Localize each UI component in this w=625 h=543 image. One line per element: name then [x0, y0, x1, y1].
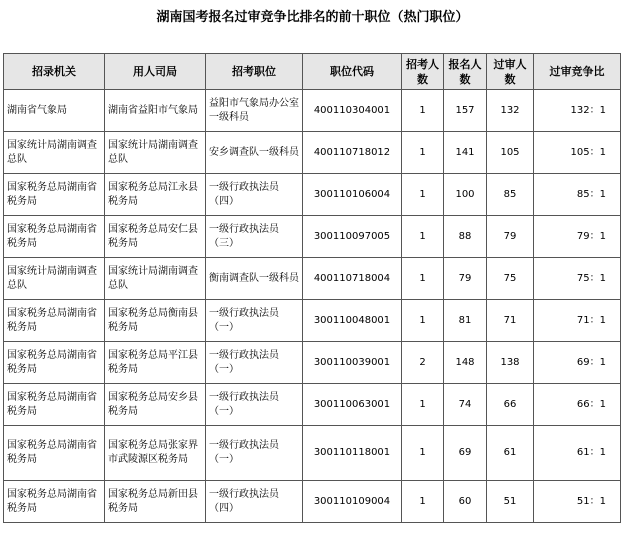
cell-quota: 1 [402, 174, 444, 216]
cell-ratio: 61：1 [534, 426, 621, 481]
cell-ratio: 66：1 [534, 384, 621, 426]
cell-applicants: 157 [444, 90, 487, 132]
cell-code: 300110118001 [303, 426, 402, 481]
cell-quota: 1 [402, 258, 444, 300]
cell-quota: 1 [402, 426, 444, 481]
cell-position: 一级行政执法员（四） [206, 174, 303, 216]
cell-applicants: 74 [444, 384, 487, 426]
header-ratio: 过审竞争比 [534, 54, 621, 90]
cell-applicants: 79 [444, 258, 487, 300]
table-row [4, 174, 621, 216]
page-title: 湖南国考报名过审竞争比排名的前十职位（热门职位） [156, 10, 469, 25]
cell-department: 国家税务总局张家界市武陵源区税务局 [105, 426, 206, 481]
cell-code: 400110718012 [303, 132, 402, 174]
cell-code: 300110106004 [303, 174, 402, 216]
cell-ratio: 51：1 [534, 481, 621, 523]
cell-agency: 国家税务总局湖南省税务局 [4, 342, 105, 384]
cell-position: 衡南调查队一级科员 [206, 258, 303, 300]
cell-agency: 国家税务总局湖南省税务局 [4, 384, 105, 426]
cell-position: 益阳市气象局办公室一级科员 [206, 90, 303, 132]
cell-position: 一级行政执法员（四） [206, 481, 303, 523]
cell-applicants: 81 [444, 300, 487, 342]
cell-applicants: 88 [444, 216, 487, 258]
cell-quota: 1 [402, 90, 444, 132]
cell-approved: 51 [487, 481, 534, 523]
cell-agency: 国家税务总局湖南省税务局 [4, 426, 105, 481]
cell-position: 一级行政执法员（三） [206, 216, 303, 258]
cell-approved: 61 [487, 426, 534, 481]
cell-applicants: 69 [444, 426, 487, 481]
cell-approved: 75 [487, 258, 534, 300]
cell-ratio: 71：1 [534, 300, 621, 342]
cell-code: 300110063001 [303, 384, 402, 426]
table-row [4, 300, 621, 342]
cell-department: 国家税务总局平江县税务局 [105, 342, 206, 384]
header-position: 招考职位 [206, 54, 303, 90]
cell-department: 国家税务总局衡南县税务局 [105, 300, 206, 342]
header-code: 职位代码 [303, 54, 402, 90]
cell-code: 300110097005 [303, 216, 402, 258]
cell-approved: 132 [487, 90, 534, 132]
header-approved: 过审人数 [487, 54, 534, 90]
cell-quota: 1 [402, 216, 444, 258]
cell-approved: 66 [487, 384, 534, 426]
cell-position: 安乡调查队一级科员 [206, 132, 303, 174]
cell-code: 300110048001 [303, 300, 402, 342]
cell-ratio: 79：1 [534, 216, 621, 258]
header-agency: 招录机关 [4, 54, 105, 90]
cell-quota: 1 [402, 300, 444, 342]
cell-applicants: 60 [444, 481, 487, 523]
cell-ratio: 132：1 [534, 90, 621, 132]
table-row [4, 342, 621, 384]
cell-agency: 国家税务总局湖南省税务局 [4, 481, 105, 523]
cell-ratio: 85：1 [534, 174, 621, 216]
cell-department: 国家税务总局新田县税务局 [105, 481, 206, 523]
cell-position: 一级行政执法员（一） [206, 384, 303, 426]
cell-code: 300110039001 [303, 342, 402, 384]
cell-agency: 国家税务总局湖南省税务局 [4, 216, 105, 258]
cell-ratio: 75：1 [534, 258, 621, 300]
header-row [4, 54, 621, 90]
cell-agency: 国家统计局湖南调查总队 [4, 258, 105, 300]
cell-code: 300110109004 [303, 481, 402, 523]
cell-position: 一级行政执法员（一） [206, 342, 303, 384]
header-department: 用人司局 [105, 54, 206, 90]
cell-approved: 79 [487, 216, 534, 258]
header-quota: 招考人数 [402, 54, 444, 90]
cell-agency: 国家统计局湖南调查总队 [4, 132, 105, 174]
cell-quota: 1 [402, 132, 444, 174]
table-row [4, 426, 621, 481]
cell-approved: 138 [487, 342, 534, 384]
cell-quota: 2 [402, 342, 444, 384]
cell-department: 国家税务总局江永县税务局 [105, 174, 206, 216]
cell-quota: 1 [402, 384, 444, 426]
cell-applicants: 148 [444, 342, 487, 384]
cell-department: 国家税务总局安乡县税务局 [105, 384, 206, 426]
cell-code: 400110718004 [303, 258, 402, 300]
table-row [4, 384, 621, 426]
table-row [4, 90, 621, 132]
cell-department: 国家统计局湖南调查总队 [105, 258, 206, 300]
cell-agency: 湖南省气象局 [4, 90, 105, 132]
cell-ratio: 105：1 [534, 132, 621, 174]
cell-applicants: 100 [444, 174, 487, 216]
cell-approved: 85 [487, 174, 534, 216]
header-applicants: 报名人数 [444, 54, 487, 90]
table-row [4, 258, 621, 300]
cell-code: 400110304001 [303, 90, 402, 132]
cell-department: 湖南省益阳市气象局 [105, 90, 206, 132]
cell-department: 国家统计局湖南调查总队 [105, 132, 206, 174]
cell-applicants: 141 [444, 132, 487, 174]
cell-agency: 国家税务总局湖南省税务局 [4, 174, 105, 216]
cell-ratio: 69：1 [534, 342, 621, 384]
cell-quota: 1 [402, 481, 444, 523]
table-row [4, 132, 621, 174]
table-row [4, 216, 621, 258]
ranking-table [3, 53, 621, 523]
cell-agency: 国家税务总局湖南省税务局 [4, 300, 105, 342]
cell-approved: 71 [487, 300, 534, 342]
cell-department: 国家税务总局安仁县税务局 [105, 216, 206, 258]
cell-position: 一级行政执法员（一） [206, 426, 303, 481]
cell-approved: 105 [487, 132, 534, 174]
cell-position: 一级行政执法员（一） [206, 300, 303, 342]
table-row [4, 481, 621, 523]
